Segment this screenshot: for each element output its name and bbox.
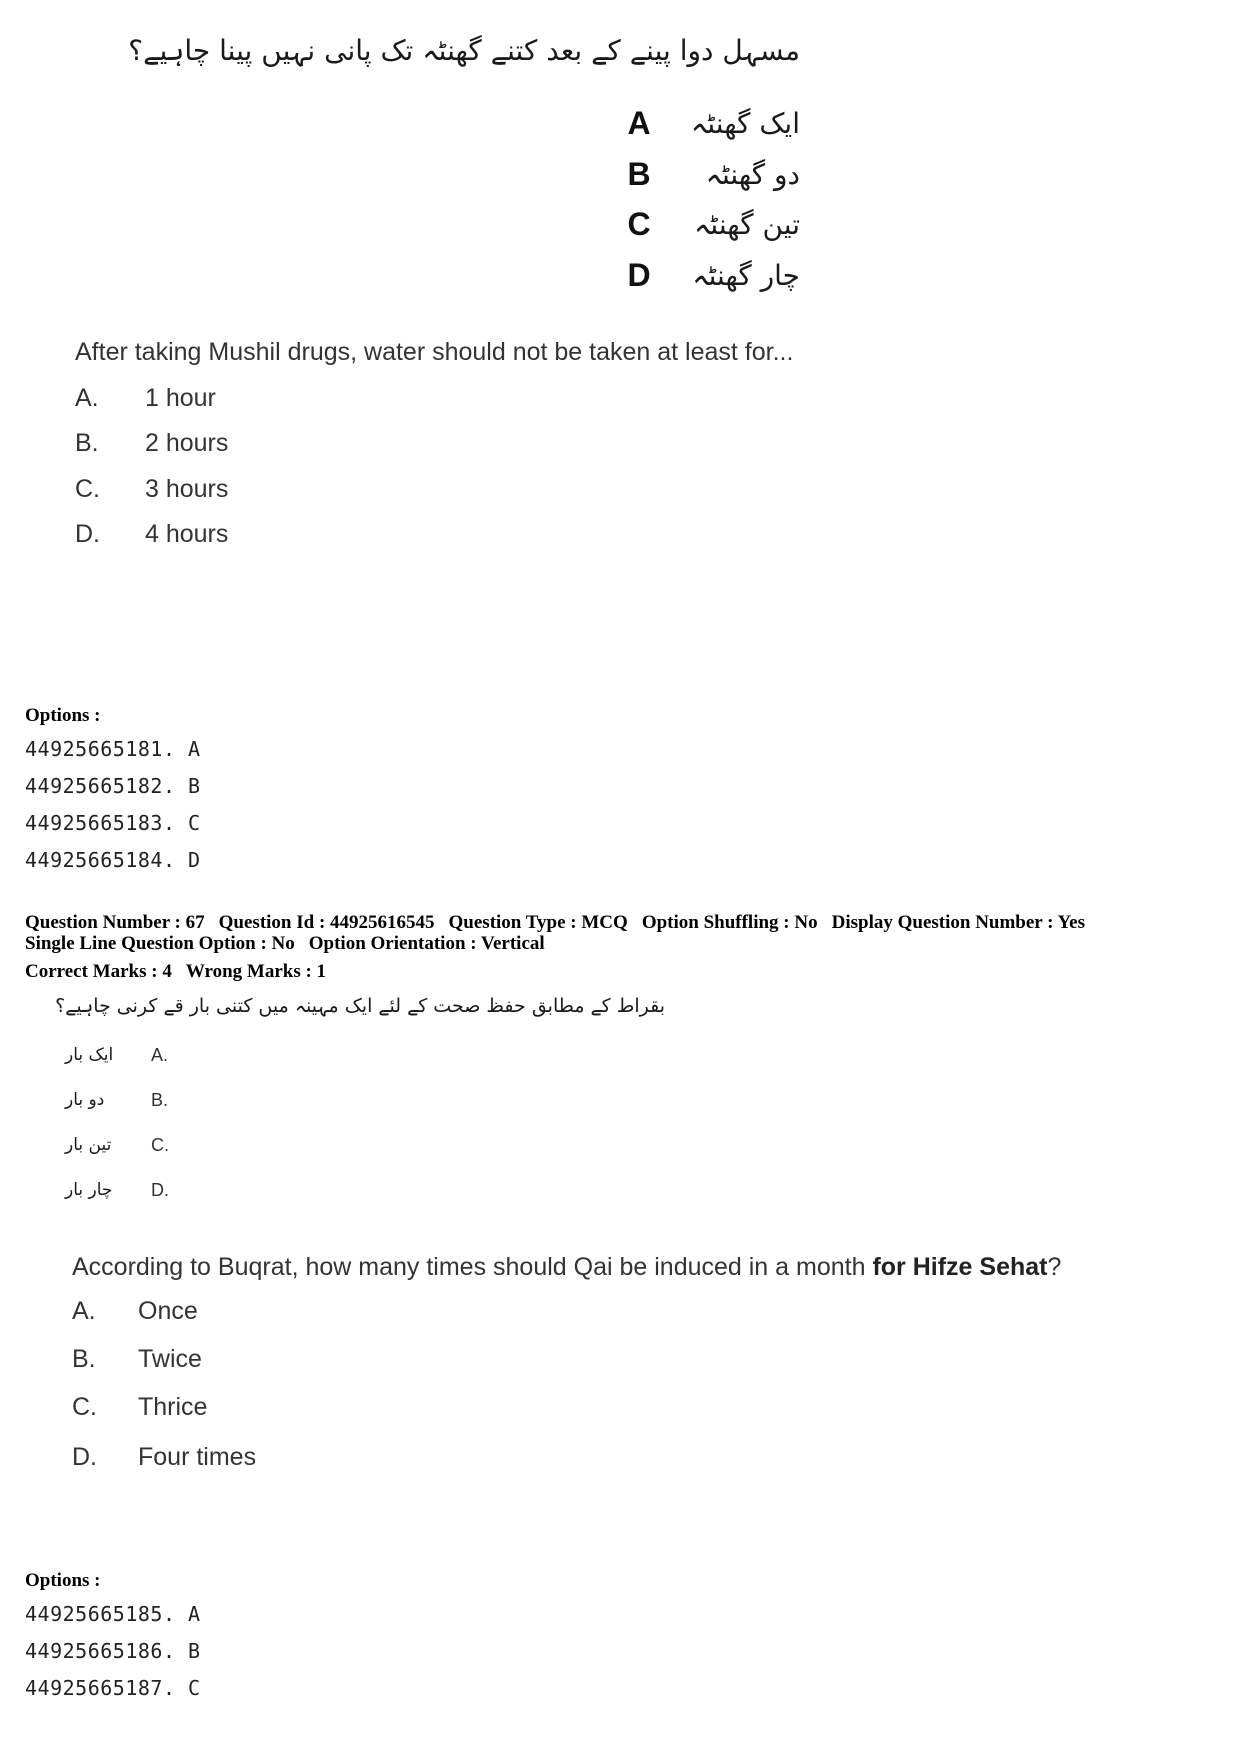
option-text: تین بار xyxy=(65,1135,112,1155)
option-id-line: 44925665183. C xyxy=(25,811,201,835)
option-text: دو گھنٹہ xyxy=(705,157,800,191)
english-option-c xyxy=(72,1385,207,1429)
option-letter: D. xyxy=(151,1179,169,1200)
option-letter: D. xyxy=(75,519,100,548)
option-text: 2 hours xyxy=(145,428,229,457)
option-letter: B. xyxy=(151,1089,169,1110)
option-text: Four times xyxy=(138,1442,257,1471)
question-text-bold: for Hifze Sehat xyxy=(872,1253,1048,1281)
option-letter: B xyxy=(627,155,651,192)
urdu-option-c xyxy=(624,196,800,252)
option-id-line: 44925665187. C xyxy=(25,1676,201,1700)
urdu-option-a xyxy=(624,95,800,151)
option-text: ایک گھنٹہ xyxy=(690,106,800,140)
urdu-question-text: بقراط کے مطابق حفظ صحت کے لئے ایک مہینہ میں کتنی بار قے کرنی چاہیے؟ xyxy=(55,995,665,1017)
english-option-a xyxy=(75,375,216,421)
option-text: Thrice xyxy=(138,1392,208,1421)
option-text: ایک بار xyxy=(65,1045,114,1065)
option-letter: A. xyxy=(75,383,99,412)
option-text: دو بار xyxy=(65,1090,105,1110)
urdu-option-b xyxy=(65,1080,168,1120)
question-67-image xyxy=(50,985,1200,1421)
option-id-line: 44925665182. B xyxy=(25,774,201,798)
wrong-marks: Wrong Marks : 1 xyxy=(185,961,327,982)
question-meta-line-2 xyxy=(25,933,559,955)
question-id: Question Id : 44925616545 xyxy=(218,912,435,933)
option-id-line: 44925665185. A xyxy=(25,1602,201,1626)
urdu-option-c xyxy=(65,1125,169,1165)
option-text: 4 hours xyxy=(145,519,229,548)
english-question-text xyxy=(72,1253,1061,1282)
english-option-d xyxy=(75,511,228,557)
question-meta-line-3 xyxy=(25,961,340,983)
option-letter: C xyxy=(627,205,651,242)
option-text: 1 hour xyxy=(145,383,216,412)
option-text: تین گھنٹہ xyxy=(694,207,800,241)
option-orientation: Option Orientation : Vertical xyxy=(308,933,545,954)
option-id-line: 44925665184. D xyxy=(25,848,201,872)
single-line-option: Single Line Question Option : No xyxy=(25,933,295,954)
option-text: چار بار xyxy=(65,1180,113,1200)
option-text: Twice xyxy=(138,1344,202,1373)
option-letter: C. xyxy=(72,1392,97,1421)
option-letter: C. xyxy=(151,1134,169,1155)
option-letter: A xyxy=(627,104,651,141)
option-text: 3 hours xyxy=(145,474,229,503)
urdu-question-text: مسہل دوا پینے کے بعد کتنے گھنٹہ تک پانی نہیں پینا چاہیے؟ xyxy=(128,34,800,67)
option-letter: A. xyxy=(151,1044,169,1065)
english-option-b xyxy=(75,420,228,466)
english-option-c xyxy=(75,466,228,512)
option-id-line: 44925665181. A xyxy=(25,737,201,761)
option-letter: D. xyxy=(72,1442,97,1471)
option-letter: A. xyxy=(72,1296,96,1325)
question-text-main: According to Buqrat, how many times should Qai be induced in a month xyxy=(72,1253,873,1281)
english-option-b xyxy=(72,1337,202,1381)
option-shuffling: Option Shuffling : No xyxy=(641,912,818,933)
urdu-option-b xyxy=(624,146,800,202)
option-letter: D xyxy=(627,256,651,293)
question-type: Question Type : MCQ xyxy=(448,912,628,933)
english-question-text: After taking Mushil drugs, water should not be taken at least for... xyxy=(75,338,794,366)
option-text: Once xyxy=(138,1296,198,1325)
option-text: چار گھنٹہ xyxy=(692,258,800,292)
question-text-end: ? xyxy=(1047,1253,1062,1281)
english-option-d xyxy=(72,1435,256,1479)
urdu-option-a xyxy=(65,1035,168,1075)
correct-marks: Correct Marks : 4 xyxy=(25,961,172,982)
urdu-option-d xyxy=(624,247,800,303)
display-question-number: Display Question Number : Yes xyxy=(831,912,1085,933)
option-letter: B. xyxy=(75,428,99,457)
options-label: Options : xyxy=(25,705,101,726)
options-label: Options : xyxy=(25,1570,101,1591)
option-id-line: 44925665186. B xyxy=(25,1639,201,1663)
english-option-a xyxy=(72,1289,198,1333)
question-number: Question Number : 67 xyxy=(25,912,205,933)
question-66-image xyxy=(50,20,1110,640)
urdu-option-d xyxy=(65,1170,169,1210)
option-letter: B. xyxy=(72,1344,96,1373)
question-meta-line-1 xyxy=(25,912,1099,934)
option-letter: C. xyxy=(75,474,100,503)
